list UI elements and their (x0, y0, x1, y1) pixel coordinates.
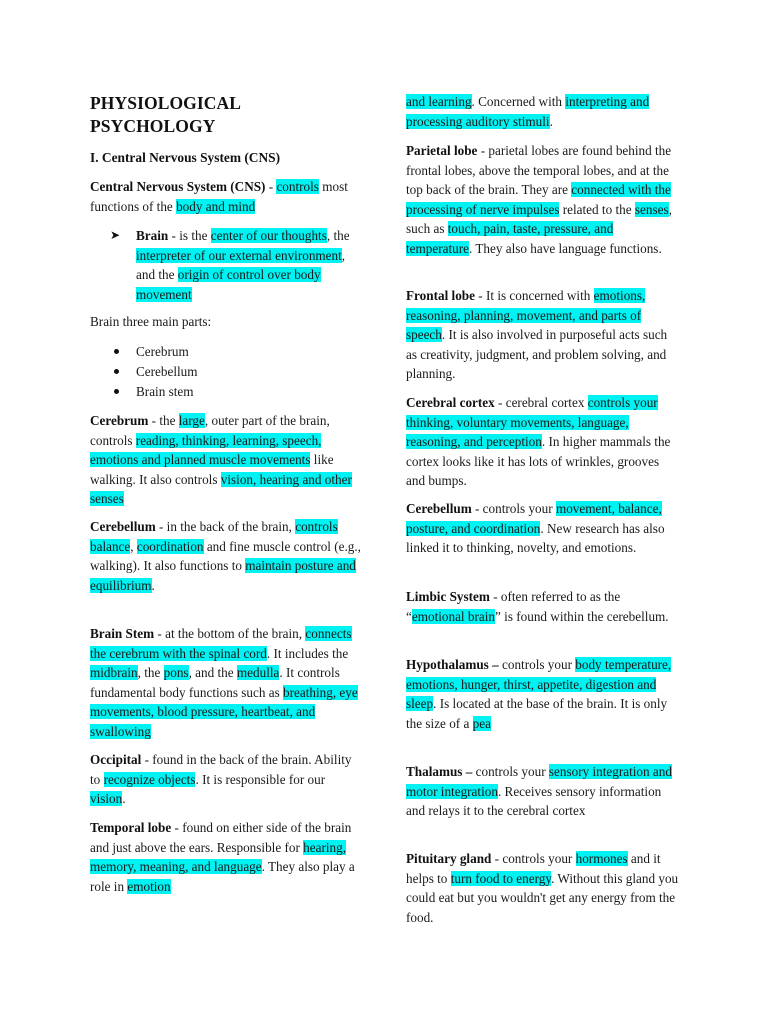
brain-stem-term: Brain Stem (90, 626, 155, 641)
frontal-term: Frontal lobe (406, 288, 475, 303)
parietal-highlight: senses (634, 201, 669, 217)
cns-highlight: controls (276, 179, 319, 194)
pituitary-term: Pituitary gland (406, 851, 492, 866)
hypothalamus-paragraph (406, 655, 680, 733)
brain-stem-text: , the (137, 665, 164, 681)
parietal-term: Parietal lobe (406, 143, 478, 158)
brain-stem-text: . It includes the (266, 645, 349, 661)
temporal-term: Temporal lobe (90, 820, 172, 835)
occipital-text: . It is responsible for our (195, 771, 326, 787)
document-title (90, 92, 241, 138)
brain-stem-text: , and the (188, 665, 237, 681)
occipital-paragraph (90, 750, 362, 809)
thalamus-term: Thalamus – (406, 764, 473, 779)
cortex-text: - cerebral cortex (494, 395, 588, 410)
limbic-term: Limbic System (406, 589, 490, 604)
bullet-dot-icon (114, 369, 119, 374)
brain-stem-highlight: connects the cerebrum with the spinal cord (90, 626, 352, 661)
parietal-text: - parietal lobes are found behind the frontal lobes, above the temporal lobes, and at the top back of the brain. They are (406, 143, 672, 198)
bullet-dot-icon (114, 349, 119, 354)
brain-text: , and the (136, 247, 346, 283)
thalamus-highlight: sensory integration and motor integration (406, 764, 672, 799)
cns-paragraph (90, 177, 362, 216)
hypothalamus-text: controls your (498, 657, 576, 672)
parietal-text: . They also have language functions. (468, 240, 662, 256)
cerebellum-highlight: controls balance (90, 519, 338, 554)
brain-bullet-item (110, 226, 362, 304)
thalamus-paragraph (406, 762, 680, 821)
cerebellum-text: . (151, 577, 155, 593)
pituitary-highlight: hormones (575, 851, 628, 866)
thalamus-text: controls your (472, 764, 549, 779)
title-line-2: PSYCHOLOGY (90, 116, 216, 136)
temporal-highlight: interpreting and processing auditory stimuli (406, 94, 650, 129)
cerebrum-term: Cerebrum (90, 413, 149, 428)
hypothalamus-term: Hypothalamus – (406, 657, 499, 672)
cerebellum-text: and fine muscle control (e.g., walking). It also functions to (90, 538, 361, 574)
occipital-term: Occipital (90, 752, 142, 767)
cerebrum-text: - the (148, 413, 179, 428)
cerebellum-text: , (130, 538, 137, 554)
temporal-text: - found on either side of the brain and just above the ears. Responsible for (90, 820, 352, 855)
occipital-highlight: vision (90, 791, 123, 807)
temporal-highlight: emotion (127, 878, 171, 894)
list-item-label: Cerebrum (136, 344, 189, 359)
brain-stem-text: - at the bottom of the brain, (154, 626, 306, 641)
temporal-continued-paragraph (406, 92, 680, 131)
hypothalamus-highlight: pea (472, 715, 491, 731)
cerebrum-text: , outer part of the brain, controls (90, 413, 330, 448)
brain-parts-intro: Brain three main parts: (90, 314, 212, 329)
occipital-highlight: recognize objects (103, 771, 196, 787)
cns-highlight: body and mind (176, 198, 256, 214)
cerebellum-left-paragraph (90, 517, 362, 595)
brain-highlight: origin of control over body movement (136, 267, 321, 302)
pituitary-text: . Without this gland you could eat but you wouldn't get any energy from the food. (406, 870, 679, 925)
brain-stem-highlight: midbrain (90, 665, 138, 681)
cerebellum-text: . New research has also linked it to thinking, novelty, and emotions. (406, 520, 665, 556)
cerebellum-text: - controls your (471, 501, 556, 516)
hypothalamus-highlight: body temperature, emotions, hunger, thirst, appetite, digestion and sleep (406, 657, 672, 712)
cortex-text: . In higher mammals the cortex looks like it has lots of wrinkles, grooves and bumps. (406, 434, 671, 489)
brain-parts-list (136, 342, 198, 401)
section-heading: I. Central Nervous System (CNS) (90, 150, 281, 165)
cerebrum-highlight: vision, hearing and other senses (90, 471, 352, 507)
temporal-highlight: and learning (406, 94, 472, 109)
frontal-text: - It is concerned with (475, 288, 594, 303)
parietal-highlight: connected with the processing of nerve impulses (406, 182, 671, 217)
cerebrum-paragraph (90, 411, 362, 509)
limbic-highlight: emotional brain (411, 608, 495, 624)
temporal-text: . They also play a role in (90, 859, 355, 894)
hypothalamus-text: . Is located at the base of the brain. It is only the size of a (406, 696, 668, 731)
pituitary-text: - controls your (491, 851, 576, 866)
temporal-paragraph (90, 818, 362, 896)
limbic-paragraph (406, 587, 680, 626)
parietal-highlight: touch, pain, taste, pressure, and temperature (406, 221, 614, 256)
parietal-paragraph (406, 141, 680, 259)
thalamus-text: . Receives sensory information and relays it to the cerebral cortex (406, 783, 662, 819)
limbic-text: - often referred to as the “ (406, 589, 621, 624)
bullet-dot-icon (114, 389, 119, 394)
cerebellum-highlight: maintain posture and equilibrium (90, 558, 356, 593)
brain-highlight: center of our thoughts (210, 228, 327, 243)
brain-highlight: interpreter of our external environment (136, 247, 342, 263)
frontal-highlight: emotions, reasoning, planning, movement, and parts of speech (406, 288, 646, 343)
list-item (136, 342, 198, 362)
cerebrum-highlight: large (178, 413, 205, 428)
cerebellum-term: Cerebellum (90, 519, 156, 534)
list-item (136, 362, 198, 382)
cns-text: most functions of the (90, 179, 348, 214)
parietal-text: related to the (559, 201, 635, 217)
brain-stem-highlight: medulla (236, 665, 280, 681)
parietal-text: , such as (406, 201, 672, 237)
cerebrum-text: like walking. It also controls (90, 452, 334, 487)
arrow-bullet-icon: ➤ (110, 228, 121, 242)
brain-term: Brain (136, 228, 169, 243)
list-item (136, 382, 198, 402)
brain-text: , the (326, 228, 350, 243)
list-item-label: Cerebellum (136, 363, 198, 379)
cerebrum-highlight: reading, thinking, learning, speech, emotions and planned muscle movements (90, 432, 322, 468)
brain-stem-highlight: pons (163, 665, 189, 681)
temporal-highlight: hearing, memory, meaning, and language (90, 839, 346, 875)
brain-text: - is the (168, 228, 211, 243)
cerebellum-right-paragraph (406, 499, 680, 558)
list-item-label: Brain stem (136, 383, 194, 399)
occipital-text: . (122, 791, 126, 807)
occipital-text: - found in the back of the brain. Ability to (90, 752, 352, 787)
pituitary-highlight: turn food to energy (450, 870, 552, 886)
brain-stem-paragraph (90, 624, 362, 742)
cerebellum-highlight: movement, balance, posture, and coordination (406, 501, 662, 536)
pituitary-text: and it helps to (406, 851, 661, 886)
temporal-text: . Concerned with (471, 94, 566, 109)
cerebellum-highlight: coordination (136, 538, 204, 554)
frontal-text: . It is also involved in purposeful acts such as creativity, judgment, and problem solving, and planning. (406, 327, 668, 382)
cortex-highlight: controls your thinking, voluntary movements, language, reasoning, and perception (406, 395, 658, 450)
frontal-paragraph (406, 286, 680, 384)
cerebral-cortex-paragraph (406, 393, 680, 491)
cns-term: Central Nervous System (CNS) (90, 179, 266, 194)
temporal-text: . (549, 113, 553, 129)
title-line-1: PHYSIOLOGICAL (90, 93, 242, 113)
cortex-term: Cerebral cortex (406, 395, 495, 410)
cns-text: - (265, 179, 277, 194)
brain-stem-highlight: breathing, eye movements, blood pressure, heartbeat, and swallowing (90, 684, 358, 739)
cerebellum-text: - in the back of the brain, (155, 519, 296, 534)
cerebellum-term: Cerebellum (406, 501, 472, 516)
brain-stem-text: . It controls fundamental body functions such as (90, 665, 340, 700)
limbic-text: ” is found within the cerebellum. (495, 608, 669, 624)
pituitary-paragraph (406, 849, 680, 927)
